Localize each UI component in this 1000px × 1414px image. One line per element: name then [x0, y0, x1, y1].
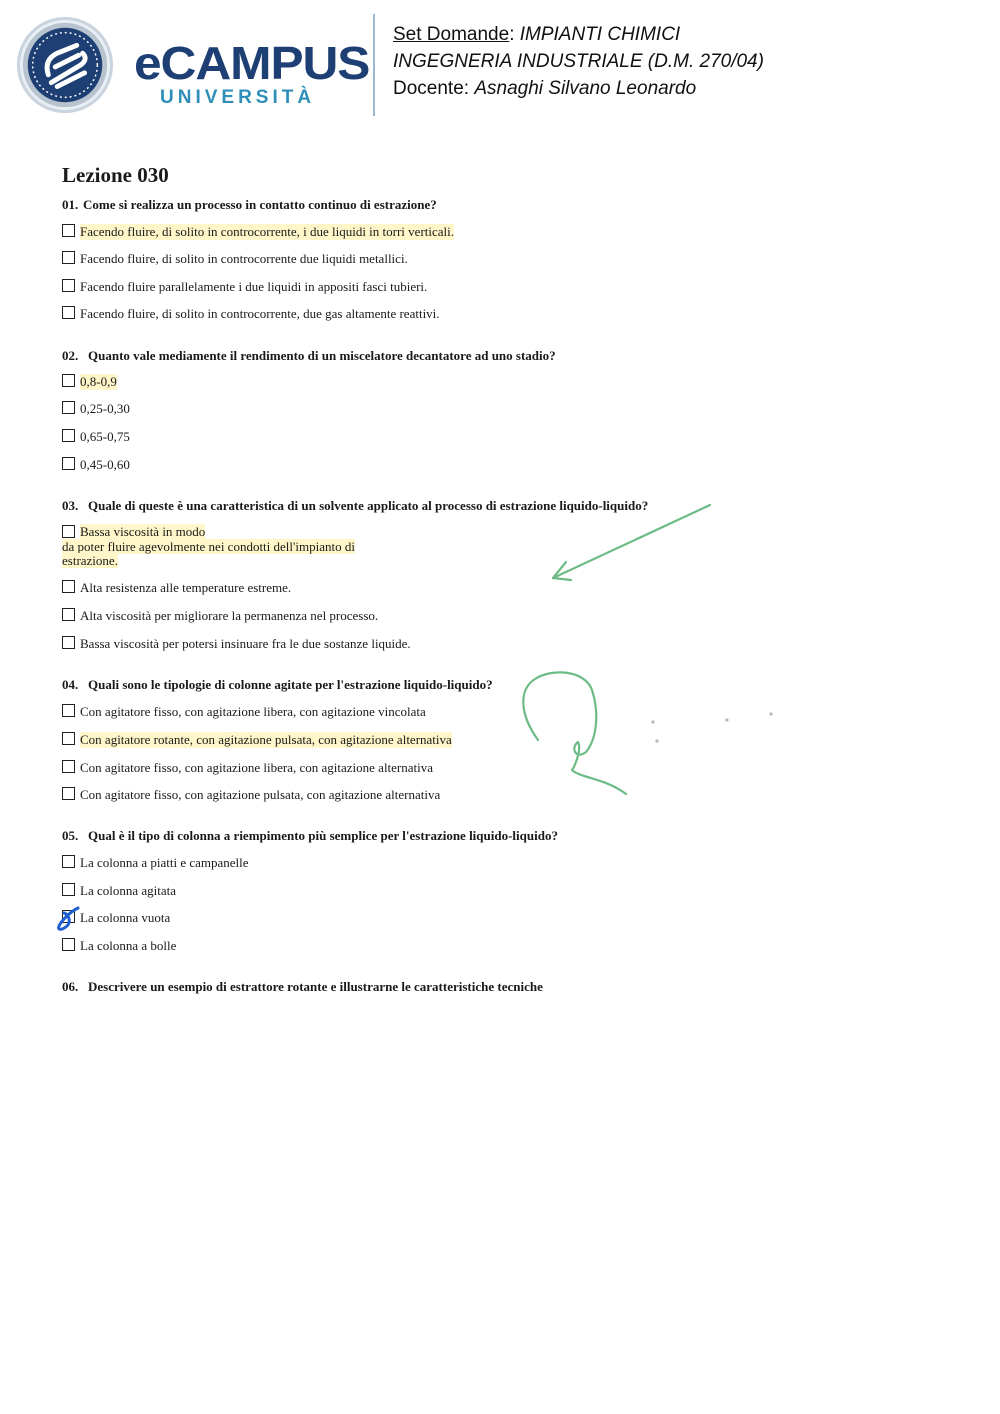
- set-line: Set Domande: IMPIANTI CHIMICI: [393, 24, 681, 45]
- question-04: [62, 677, 962, 802]
- option-label: 0,45-0,60: [80, 457, 130, 472]
- course-line: [393, 51, 764, 73]
- header-divider: [373, 14, 375, 116]
- checkbox[interactable]: [62, 429, 75, 442]
- option-label: Facendo fluire, di solito in controcorrente due liquidi metallici.: [80, 251, 408, 266]
- checkbox[interactable]: [62, 401, 75, 414]
- option-label: La colonna a bolle: [80, 938, 177, 953]
- teacher-label: Docente:: [393, 78, 470, 99]
- option-label: La colonna a piatti e campanelle: [80, 855, 249, 870]
- question-text: 05. Qual è il tipo di colonna a riempimento più semplice per l'estrazione liquido-liquido?: [62, 828, 558, 843]
- checkbox[interactable]: [62, 580, 75, 593]
- stray-dots-icon: [651, 712, 772, 742]
- question-05: [62, 828, 962, 953]
- checkbox[interactable]: [62, 457, 75, 470]
- option-label: Facendo fluire parallelamente i due liquidi in appositi fasci tubieri.: [80, 279, 428, 294]
- option-label: Con agitatore fisso, con agitazione pulsata, con agitazione alternativa: [80, 787, 441, 802]
- option-label: 0,8-0,9: [80, 374, 117, 389]
- teacher-name: Asnaghi Silvano Leonardo: [474, 78, 697, 99]
- ecampus-seal-logo-icon: [16, 16, 114, 114]
- checkbox[interactable]: [62, 224, 75, 237]
- checkbox[interactable]: [62, 910, 75, 923]
- option-label: La colonna agitata: [80, 883, 177, 898]
- logo-wordmark: eCAMPUS: [134, 37, 370, 89]
- checkbox[interactable]: [62, 306, 75, 319]
- checkbox[interactable]: [62, 855, 75, 868]
- option-label: Con agitatore fisso, con agitazione libera, con agitazione alternativa: [80, 760, 434, 775]
- option-label: Alta resistenza alle temperature estreme.: [80, 580, 292, 595]
- option-label: Bassa viscosità per potersi insinuare fra le due sostanze liquide.: [80, 636, 411, 651]
- green-arrow-icon: [553, 505, 710, 580]
- option-label: La colonna vuota: [80, 910, 171, 925]
- checkbox[interactable]: [62, 374, 75, 387]
- set-value: IMPIANTI CHIMICI: [519, 24, 681, 45]
- checkbox[interactable]: [62, 787, 75, 800]
- checkbox[interactable]: [62, 608, 75, 621]
- checkbox[interactable]: [62, 636, 75, 649]
- question-03: [62, 498, 962, 651]
- checkbox[interactable]: [62, 883, 75, 896]
- course-name: INGEGNERIA INDUSTRIALE (D.M. 270/04): [393, 51, 764, 72]
- option-label: 0,25-0,30: [80, 401, 130, 416]
- logo-subtitle: UNIVERSITÀ: [160, 87, 316, 108]
- checkbox[interactable]: [62, 938, 75, 951]
- question-text: 03. Quale di queste è una caratteristica di un solvente applicato al processo di estrazione liquido-liquido?: [62, 498, 649, 513]
- document-header: [0, 0, 1000, 130]
- checkbox[interactable]: [62, 251, 75, 264]
- question-text: 06. Descrivere un esempio di estrattore rotante e illustrarne le caratteristiche tecniche: [62, 979, 543, 994]
- checkbox[interactable]: [62, 732, 75, 745]
- checkbox[interactable]: [62, 760, 75, 773]
- checkbox[interactable]: [62, 279, 75, 292]
- option-label: Bassa viscosità in modo da poter fluire agevolmente nei condotti dell'impianto di estrazione.: [62, 524, 355, 568]
- question-text: 02. Quanto vale mediamente il rendimento di un miscelatore decantatore ad uno stadio?: [62, 348, 556, 363]
- question-02: [62, 348, 962, 472]
- checkbox[interactable]: [62, 704, 75, 717]
- option-label: Alta viscosità per migliorare la permanenza nel processo.: [80, 608, 379, 623]
- question-text: 04. Quali sono le tipologie di colonne agitate per l'estrazione liquido-liquido?: [62, 677, 493, 692]
- option-label: Facendo fluire, di solito in controcorrente, i due liquidi in torri verticali.: [80, 224, 455, 239]
- set-label: Set Domande: [393, 24, 510, 45]
- question-01: [62, 197, 962, 321]
- option-label: Con agitatore fisso, con agitazione libera, con agitazione vincolata: [80, 704, 426, 719]
- question-06: [62, 979, 962, 995]
- lesson-title: Lezione 030: [62, 163, 169, 187]
- option-label: Con agitatore rotante, con agitazione pulsata, con agitazione alternativa: [80, 732, 452, 747]
- option-label: 0,65-0,75: [80, 429, 130, 444]
- teacher-line: [393, 78, 696, 100]
- option-label: Facendo fluire, di solito in controcorrente, due gas altamente reattivi.: [80, 306, 440, 321]
- question-text: 01. Come si realizza un processo in contatto continuo di estrazione?: [62, 197, 437, 212]
